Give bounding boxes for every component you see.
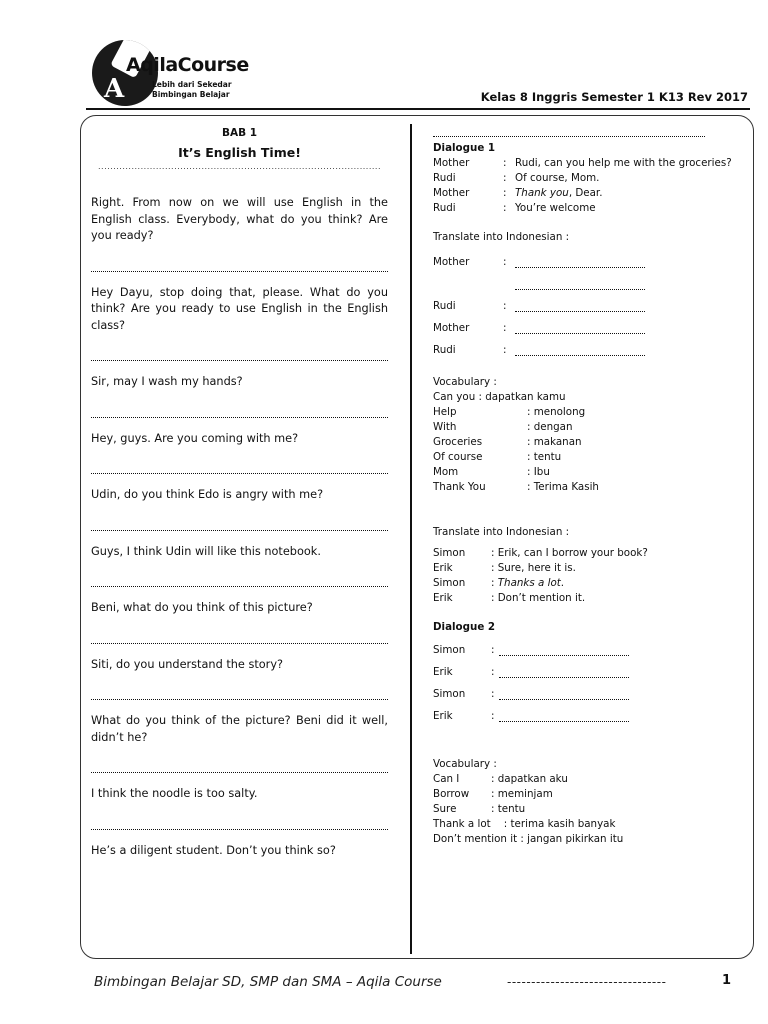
vocab-meaning: : Ibu: [527, 466, 550, 478]
dialogue-line: : Sure, here it is.: [491, 562, 576, 574]
dialogue-speaker: Simon: [433, 643, 466, 656]
chapter-title: It’s English Time!: [178, 144, 301, 160]
logo-tagline-2: Bimbingan Belajar: [152, 90, 230, 99]
dialogue-line: : Don’t mention it.: [491, 592, 586, 604]
dialogue-speaker: Simon: [433, 687, 466, 700]
answer-line-6[interactable]: [91, 570, 388, 587]
dialogue-sep: :: [503, 172, 507, 184]
translate-speaker: Mother: [433, 255, 470, 268]
translate-row: Rudi :: [433, 295, 733, 317]
dialogue-speaker: Rudi: [433, 202, 456, 214]
answer-line-1[interactable]: [91, 255, 388, 272]
question-9: What do you think of the picture? Beni did it well, didn’t he?: [91, 714, 388, 744]
translate-blank[interactable]: [515, 345, 645, 356]
translate-blank[interactable]: [515, 279, 645, 290]
header-rule: [86, 108, 750, 110]
dialogue-line-rest: .: [560, 577, 565, 589]
dialogue-line-italic: Thanks a lot: [497, 577, 561, 589]
translate-blank[interactable]: [515, 257, 645, 268]
translate-row: Mother :: [433, 317, 733, 339]
dialogue-line-pre: :: [491, 577, 498, 589]
vocabulary-list-1: [433, 405, 733, 495]
vocab-term: Borrow: [433, 788, 470, 800]
dialogue-speaker: Mother: [433, 187, 470, 199]
vocab-term: Sure: [433, 803, 457, 815]
dialogue-blank[interactable]: [499, 645, 629, 656]
dialogue-sep: :: [503, 157, 507, 169]
vocab-meaning: : menolong: [527, 406, 586, 418]
dialogue-line: You’re welcome: [515, 202, 596, 214]
vocab-term: Can I: [433, 773, 460, 785]
answer-line-8[interactable]: [91, 683, 388, 700]
dialogue-speaker: Erik: [433, 592, 453, 604]
dialogue-speaker: Mother: [433, 157, 470, 169]
vocab-meaning: : dengan: [527, 421, 573, 433]
footer-text: Bimbingan Belajar SD, SMP dan SMA – Aqila Course: [94, 974, 442, 990]
right-column: [433, 124, 733, 847]
dialogue-speaker: Erik: [433, 665, 453, 678]
dialogue-2-row: Erik :: [433, 661, 733, 683]
dialogue-2-heading: Dialogue 2: [433, 621, 496, 633]
answer-line-4[interactable]: [91, 457, 388, 474]
dialogue-line-rest: , Dear.: [568, 187, 603, 199]
translate-blank[interactable]: [515, 301, 645, 312]
dialogue-sep: :: [503, 202, 507, 214]
translate-speaker: Mother: [433, 321, 470, 334]
dialogue-speaker: Simon: [433, 577, 466, 589]
vocabulary-list-2: [433, 772, 733, 817]
answer-line-9[interactable]: [91, 756, 388, 773]
dialogue-line: : Erik, can I borrow your book?: [491, 547, 648, 559]
question-7: Beni, what do you think of this picture?: [91, 601, 313, 614]
vocabulary-label-1: Vocabulary :: [433, 376, 497, 388]
vocab-meaning: : Terima Kasih: [527, 481, 599, 493]
dialogue-line: Of course, Mom.: [515, 172, 600, 184]
question-2: Hey Dayu, stop doing that, please. What do you think? Are you ready to use English in the English class?: [91, 285, 388, 332]
vocab-meaning: : tentu: [527, 451, 562, 463]
footer-dashes: ---------------------------------: [507, 975, 667, 989]
question-4: Hey, guys. Are you coming with me?: [91, 431, 299, 445]
page-number: 1: [722, 973, 732, 988]
logo-tagline-1: Lebih dari Sekedar: [152, 80, 232, 89]
top-answer-line[interactable]: [433, 124, 705, 137]
vocab-term: Mom: [433, 466, 459, 478]
dialogue-speaker: Simon: [433, 547, 466, 559]
dialogue-sep: :: [503, 187, 507, 199]
vocab-extra: Don’t mention it : jangan pikirkan itu: [433, 833, 624, 845]
vocabulary-label-2: Vocabulary :: [433, 758, 497, 770]
dialogue-2-row: Simon :: [433, 683, 733, 705]
vocab-term: Thank You: [433, 481, 486, 493]
header-title: Kelas 8 Inggris Semester 1 K13 Rev 2017: [480, 90, 748, 104]
question-3: Sir, may I wash my hands?: [91, 375, 243, 388]
dialogue-line-italic: Thank you: [515, 187, 569, 199]
question-11: He’s a diligent student. Don’t you think so?: [91, 843, 336, 857]
vocabulary-first-entry: Can you : dapatkan kamu: [433, 391, 566, 403]
column-divider: [410, 124, 412, 954]
dialogue-line: [491, 576, 733, 591]
left-column: [91, 122, 388, 859]
answer-line-3[interactable]: [91, 401, 388, 418]
logo-icon: A: [92, 40, 158, 106]
chapter-label: BAB 1: [221, 127, 258, 139]
translate-label-1: Translate into Indonesian :: [433, 231, 570, 243]
translate-speaker: Rudi: [433, 343, 456, 356]
question-5: Udin, do you think Edo is angry with me?: [91, 488, 324, 501]
dialogue-speaker: Erik: [433, 709, 453, 722]
translate-label-2: Translate into Indonesian :: [433, 526, 570, 538]
question-10: I think the noodle is too salty.: [91, 787, 258, 800]
dialogue-speaker: Erik: [433, 562, 453, 574]
dialogue-2-row: Simon :: [433, 639, 733, 661]
logo-brand-name: AqilaCourse: [126, 54, 249, 76]
dialogue-line: Rudi, can you help me with the groceries?: [515, 157, 732, 169]
dialogue-line: [515, 186, 733, 201]
translate-row: [433, 273, 733, 295]
vocab-term: With: [433, 421, 457, 433]
dialogue-1: [433, 156, 733, 216]
vocab-meaning: : meminjam: [491, 788, 553, 800]
vocab-meaning: : dapatkan aku: [491, 773, 568, 785]
vocab-meaning: : tentu: [491, 803, 526, 815]
dialogue-blank[interactable]: [499, 689, 629, 700]
vocab-term: Of course: [433, 451, 483, 463]
answer-line-10[interactable]: [91, 813, 388, 830]
answer-line-2[interactable]: [91, 344, 388, 361]
title-underline: .............................................................................................: [98, 162, 381, 171]
dialogue-blank[interactable]: [499, 711, 629, 722]
vocab-extra: Thank a lot : terima kasih banyak: [433, 818, 616, 830]
question-6: Guys, I think Udin will like this notebook.: [91, 544, 321, 558]
translate-row: Rudi :: [433, 339, 733, 361]
vocab-term: Help: [433, 406, 457, 418]
translate-row: Mother :: [433, 251, 733, 273]
brand-logo: [92, 38, 249, 110]
vocab-term: Groceries: [433, 436, 483, 448]
question-1: Right. From now on we will use English in the English class. Everybody, what do you think? Are you ready?: [91, 196, 388, 242]
answer-line-7[interactable]: [91, 627, 388, 644]
dialogue-b: [433, 546, 733, 606]
question-8: Siti, do you understand the story?: [91, 657, 284, 671]
dialogue-speaker: Rudi: [433, 172, 456, 184]
vocab-meaning: : makanan: [527, 436, 582, 448]
dialogue-blank[interactable]: [499, 667, 629, 678]
dialogue-1-heading: Dialogue 1: [433, 142, 496, 154]
translate-speaker: Rudi: [433, 299, 456, 312]
dialogue-2-row: Erik :: [433, 705, 733, 727]
translate-blank[interactable]: [515, 323, 645, 334]
answer-line-5[interactable]: [91, 514, 388, 531]
